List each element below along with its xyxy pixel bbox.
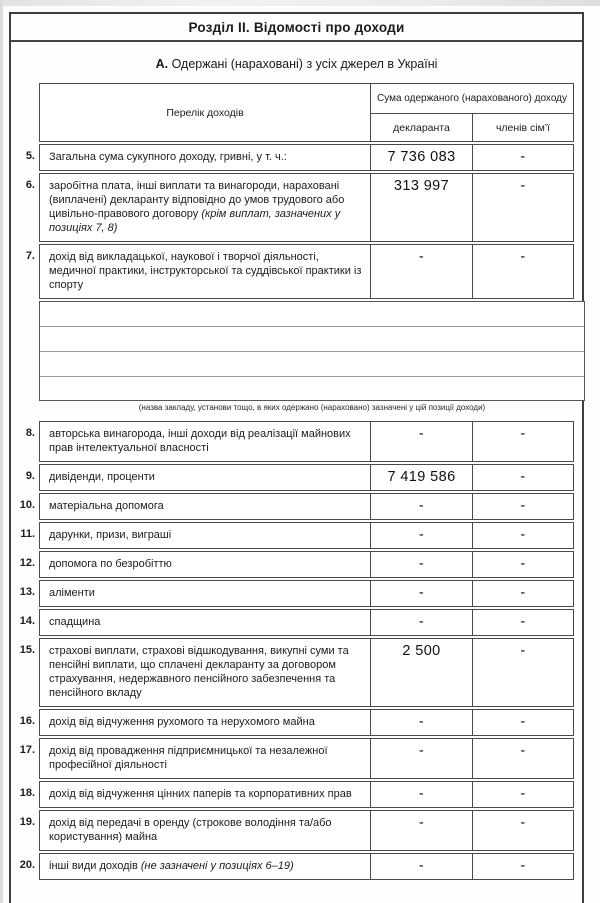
column-header-sum: Сума одержаного (нарахованого) доходу [371,84,573,114]
income-label [40,710,371,735]
row-box [39,580,574,607]
row-box [39,738,574,779]
income-label-text: дарунки, призи, виграші [49,529,172,541]
family-amount: - [520,527,526,543]
income-label-text: спадщина [49,616,101,628]
income-label [40,782,371,807]
income-table [11,83,582,880]
scan-edge-artifact [0,0,3,903]
income-row-6 [11,173,582,242]
declarant-amount: - [371,854,473,879]
income-label-text: страхові виплати, страхові відшкодування, викупні суми та пенсійні виплати, що сплачені декларанту за договором страхування, недержавного пенсійного забезпечення та пенсійного вкладу [49,645,349,699]
income-label [40,610,371,635]
row-number: 14. [19,615,35,627]
income-label-text: авторська винагорода, інші доходи від реалізації майнових прав інтелектуальної власності [49,428,351,454]
fill-in-line [40,302,584,327]
scan-edge-artifact [0,0,600,6]
income-label-text: дохід від передачі в оренду (строкове володіння та/або користування) майна [49,817,332,843]
declarant-amount: - [371,710,473,735]
declarant-amount: - [371,739,473,778]
income-label [40,145,371,170]
income-label-text: дивіденди, проценти [49,471,155,483]
declarant-amount: - [371,610,473,635]
income-label-text: інші види доходів [49,860,141,872]
fill-in-line [40,327,584,352]
income-row-15 [11,638,582,707]
row-box [39,781,574,808]
income-label [40,523,371,548]
note-caption: (назва закладу, установи тощо, в яких одержано (нараховано) зазначені у цій позиції доходи) [138,403,486,412]
row-number: 12. [19,557,35,569]
declarant-amount: 2 500 [371,639,473,706]
column-header-subrow [371,114,573,141]
row-number: 11. [20,528,35,540]
family-amount: - [520,556,526,572]
fill-in-line [40,352,584,377]
column-header-sum-group [371,84,573,141]
income-row-20 [11,853,582,880]
income-row-9 [11,464,582,491]
income-row-14 [11,609,582,636]
income-label-italic: (не зазначені у позиціях 6–19) [140,860,294,872]
row-number: 19. [19,816,35,828]
family-amount: - [520,858,526,874]
income-label [40,739,371,778]
income-label-text: дохід від викладацької, наукової і творчої діяльності, медичної практики, інструкторської та суддівської практики із спорту [49,251,362,291]
income-label [40,465,371,490]
family-amount: - [520,743,526,759]
income-label [40,854,371,879]
family-amount: - [520,614,526,630]
family-amount: - [520,178,526,194]
declarant-amount: - [371,581,473,606]
income-label [40,581,371,606]
subsection-text: Одержані (нараховані) з усіх джерел в Україні [168,57,438,71]
income-row-7 [11,244,582,299]
declarant-amount: - [371,782,473,807]
row-number: 6. [25,179,35,191]
row-box [39,853,574,880]
row-number: 10. [19,499,35,511]
subsection-heading [11,57,582,71]
row-box [39,144,574,171]
income-label-text: дохід від відчуження рухомого та нерухомого майна [49,716,315,728]
income-label [40,245,371,298]
income-label-text: дохід від провадження підприємницької та незалежної професійної діяльності [49,745,328,771]
row-box [39,522,574,549]
row-box [39,709,574,736]
row-number: 5. [25,150,35,162]
income-row-5 [11,144,582,171]
declarant-amount: - [371,523,473,548]
declarant-amount: 7 736 083 [371,145,473,170]
family-amount: - [520,498,526,514]
income-row-11 [11,522,582,549]
row-number: 18. [19,787,35,799]
income-row-13 [11,580,582,607]
column-header-family: членів сім’ї [495,121,551,134]
income-row-16 [11,709,582,736]
row-number: 8. [25,427,35,439]
declarant-amount: 7 419 586 [371,465,473,490]
family-amount: - [520,426,526,442]
document-frame [9,12,584,903]
table-header [39,83,574,142]
section-title: Розділ II. Відомості про доходи [11,14,582,42]
income-label-text: Загальна сума сукупного доходу, гривні, у т. ч.: [49,151,287,163]
family-amount: - [520,714,526,730]
family-amount: - [520,149,526,165]
fill-in-line [40,377,584,402]
income-label-text: матеріальна допомога [49,500,164,512]
family-amount: - [520,815,526,831]
row-box [39,244,574,299]
family-amount: - [520,249,526,265]
row-box [39,421,574,462]
income-label-italic: (крім виплат, зазначених у позиціях 7, 8) [49,208,341,234]
income-row-18 [11,781,582,808]
declarant-amount: - [371,245,473,298]
row-box [39,551,574,578]
income-row-12 [11,551,582,578]
family-amount: - [520,469,526,485]
income-label-text: дохід від відчуження цінних паперів та корпоративних прав [49,788,352,800]
income-label-text: допомога по безробіттю [49,558,172,570]
income-label [40,422,371,461]
row-number: 13. [19,586,35,598]
row-box [39,173,574,242]
income-label-text: аліменти [49,587,95,599]
row-number: 16. [19,715,35,727]
row-number: 20. [19,859,35,871]
declarant-amount: - [371,811,473,850]
row-box [39,810,574,851]
column-header-income-list: Перелік доходів [40,84,371,141]
row-box [39,464,574,491]
declarant-amount: 313 997 [371,174,473,241]
declarant-amount: - [371,422,473,461]
row-box [39,638,574,707]
row-number: 9. [25,470,35,482]
row-box [39,493,574,520]
family-amount: - [520,585,526,601]
row-number: 15. [19,644,35,656]
column-header-declarant: декларанта [371,114,473,141]
income-label [40,494,371,519]
family-amount: - [520,643,526,659]
income-row-8 [11,421,582,462]
row-box [39,609,574,636]
income-row-19 [11,810,582,851]
income-label [40,174,371,241]
subsection-letter: А. [155,57,169,71]
income-label-text: заробітна плата, інші виплати та винагороди, нараховані (виплачені) декларанту відповідно до умов трудового або цивільно-правового договору [49,180,345,220]
income-label [40,639,371,706]
row-number: 7. [25,250,35,262]
income-row-17 [11,738,582,779]
declarant-amount: - [371,552,473,577]
income-row-10 [11,493,582,520]
income-label [40,552,371,577]
family-amount: - [520,786,526,802]
fill-in-box [39,301,585,401]
income-label [40,811,371,850]
declarant-amount: - [371,494,473,519]
row-number: 17. [19,744,35,756]
